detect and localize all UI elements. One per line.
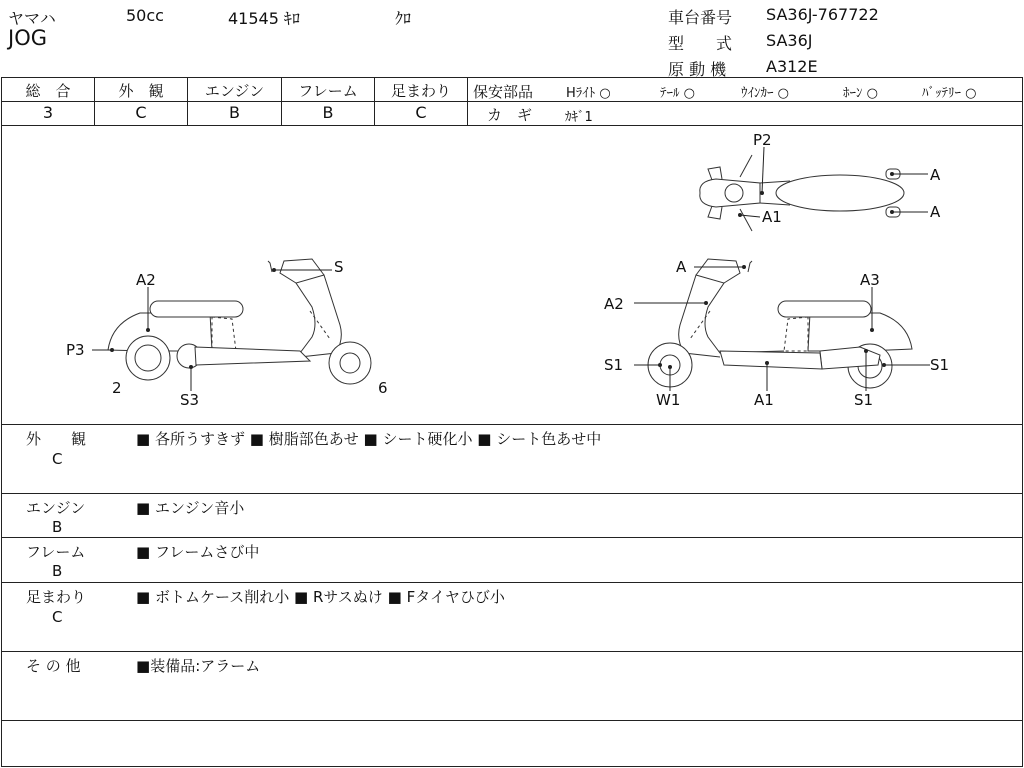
safety-item-headlight [566, 82, 611, 101]
remark-grade: C [52, 450, 63, 468]
engine-label: 原 動 機 [668, 60, 727, 79]
bullet-icon: ■ [136, 430, 151, 448]
frame-number-label: 車台番号 [668, 8, 733, 27]
remark-item: フレームさび中 [154, 543, 260, 561]
label-a2-left: A2 [136, 271, 156, 289]
bullet-icon: ■ [387, 588, 402, 606]
safety-item-label: ﾃｰﾙ [660, 86, 680, 101]
remarks-divider [1, 720, 1023, 721]
grade-col-sep [467, 78, 468, 125]
label-6: 6 [378, 379, 388, 397]
remark-item: 各所うすきず [154, 430, 245, 448]
bullet-icon: ■ [477, 430, 492, 448]
frame-number: SA36J-767722 [766, 5, 879, 24]
color: ｸﾛ [395, 9, 412, 28]
safety-item-battery [922, 82, 976, 101]
remarks-divider [1, 582, 1023, 583]
remark-item: Rサスぬけ [312, 588, 383, 606]
grade-value-overall: 3 [42, 103, 54, 122]
remark-category: そ の 他 [26, 657, 81, 675]
safety-item-winker [741, 82, 789, 101]
remark-items [136, 586, 505, 607]
bullet-icon: ■ [136, 499, 151, 517]
remark-category: 外 観 [26, 430, 87, 448]
remark-item: 装備品:アラーム [150, 657, 261, 675]
grade-label-engine: エンジン [204, 82, 265, 100]
model-name: JOG [8, 26, 47, 50]
grade-value-suspension: C [415, 103, 427, 122]
bullet-icon: ■ [136, 588, 151, 606]
model-code-label: 型 式 [668, 34, 733, 53]
circle-mark-icon: ○ [683, 86, 695, 101]
circle-mark-icon: ○ [965, 86, 977, 101]
bullet-icon: ■ [249, 430, 264, 448]
remark-item: エンジン音小 [154, 499, 245, 517]
remark-items [136, 655, 260, 676]
bullet-icon: ■ [136, 657, 151, 675]
remarks-divider [1, 651, 1023, 652]
circle-mark-icon: ○ [777, 86, 789, 101]
maker: ヤマハ [8, 9, 56, 28]
safety-item-horn [843, 82, 878, 101]
safety-item-label: Hﾗｲﾄ [566, 86, 596, 101]
scooter-diagram [0, 125, 1024, 425]
grade-value-exterior: C [135, 103, 147, 122]
bullet-icon: ■ [136, 543, 151, 561]
label-s1-bottom: S1 [854, 391, 874, 409]
remarks-divider [1, 537, 1023, 538]
remark-items [136, 428, 601, 449]
grade-value-frame: B [322, 103, 334, 122]
safety-title: 保安部品 [473, 83, 534, 101]
safety-item-label: ﾎｰﾝ [843, 86, 863, 101]
grade-label-overall: 総 合 [25, 82, 71, 100]
safety-item-label: ｳｲﾝｶｰ [741, 86, 774, 101]
safety-item-tail [660, 82, 695, 101]
remark-grade: B [52, 562, 63, 580]
grade-label-frame: フレーム [298, 82, 358, 100]
remark-item: シート色あせ中 [496, 430, 602, 448]
engine-code: A312E [766, 57, 818, 76]
remark-item: 樹脂部色あせ [268, 430, 359, 448]
label-s1-right: S1 [930, 356, 950, 374]
label-a2-right: A2 [604, 295, 624, 313]
safety-item-label: ﾊﾞｯﾃﾘｰ [922, 86, 961, 101]
grade-value-engine: B [229, 103, 240, 122]
circle-mark-icon: ○ [866, 86, 878, 101]
label-a-right: A [676, 258, 687, 276]
label-p2: P2 [753, 131, 772, 149]
remark-item: Fタイヤひび小 [406, 588, 505, 606]
model-code: SA36J [766, 31, 813, 50]
remark-category: 足まわり [26, 588, 87, 606]
grade-label-suspension: 足まわり [390, 82, 451, 100]
remark-category: フレーム [26, 543, 86, 561]
circle-mark-icon: ○ [599, 86, 611, 101]
remark-items [136, 497, 244, 518]
leader-dots [110, 172, 894, 369]
label-a1-right: A1 [754, 391, 774, 409]
remark-category: エンジン [26, 499, 86, 517]
label-a-bottom: A [930, 203, 941, 221]
remark-grade: B [52, 518, 63, 536]
label-s3: S3 [180, 391, 200, 409]
bullet-icon: ■ [363, 430, 378, 448]
remark-grade: C [52, 608, 63, 626]
remark-item: ボトムケース削れ小 [154, 588, 290, 606]
label-p3: P3 [66, 341, 85, 359]
label-s: S [334, 258, 344, 276]
displacement: 50cc [126, 6, 164, 25]
label-a3: A3 [860, 271, 880, 289]
key-label: カ ギ [487, 106, 533, 124]
bullet-icon: ■ [294, 588, 309, 606]
label-a1-top: A1 [762, 208, 782, 226]
label-2: 2 [112, 379, 122, 397]
grade-label-exterior: 外 観 [118, 82, 164, 100]
label-s1-left: S1 [604, 356, 624, 374]
remark-item: シート硬化小 [382, 430, 473, 448]
label-a-top: A [930, 166, 941, 184]
key-value: ｶｷﾞ1 [565, 110, 593, 125]
mileage: 41545 ｷﾛ [228, 9, 300, 28]
remark-items [136, 541, 259, 562]
top-view [700, 155, 904, 231]
label-w1: W1 [656, 391, 681, 409]
remarks-divider [1, 493, 1023, 494]
